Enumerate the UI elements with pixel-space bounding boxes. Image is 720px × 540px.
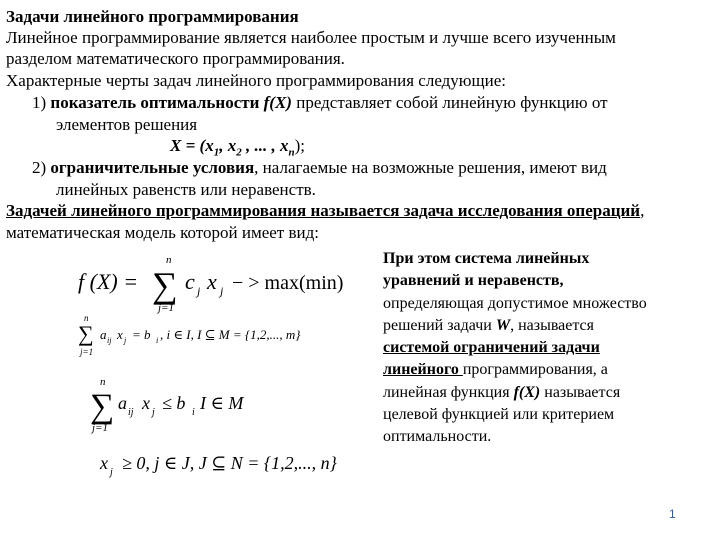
explanation-line: При этом система линейных (383, 250, 590, 267)
sub-i: i (192, 407, 195, 418)
var-x: x (117, 327, 123, 342)
sigma-icon: ∑ (152, 265, 178, 305)
sum-lower: j=1 (158, 302, 174, 314)
definition (6, 200, 644, 221)
paragraph-line: Линейное программирование является наиболее простым и лучше всего изученным (6, 28, 616, 47)
list-item-2 (32, 157, 607, 178)
sum-upper: n (100, 376, 106, 388)
explanation-line (383, 382, 713, 404)
explanation-line: целевой функцией или критерием (383, 406, 615, 424)
text-span: решений задачи (383, 316, 496, 334)
list-item-2-continued: линейных равенств или неравенств. (56, 180, 316, 199)
leq-b: ≤ b (162, 393, 186, 413)
bold-term: ограничительные условия (50, 158, 255, 177)
vector-close: ); (294, 136, 305, 155)
explanation-line (383, 315, 713, 337)
sub-ij: ij (107, 336, 112, 345)
features-intro: Характерные черты задач линейного программирования следующие: (6, 71, 506, 90)
leq-rest: I ∈ M (200, 393, 244, 413)
list-text: , налагаемые на возможные решения, имеют вид (254, 158, 607, 177)
sum-lower: j=1 (92, 422, 108, 434)
subscript: 1 (213, 146, 220, 159)
explanation-block (383, 248, 713, 449)
set-w: W (495, 316, 511, 334)
subscript: 2 (236, 146, 242, 159)
explanation-line: оптимальности. (383, 428, 492, 446)
x-component: x (205, 136, 214, 155)
definition-term: Задачей линейного программирования называется задача исследования операций (6, 201, 641, 220)
coeff-a: a (100, 327, 107, 342)
sum-upper: n (166, 254, 172, 266)
sub-j: j (152, 407, 155, 418)
var-x: x (100, 453, 108, 473)
eq-b: = b (132, 327, 151, 342)
sub-j: j (220, 284, 224, 298)
explanation-line (383, 359, 713, 381)
x-component: , ... , x (241, 136, 289, 155)
page-number: 1 (669, 507, 676, 521)
text-span: называется (540, 383, 621, 401)
sum-lower: j=1 (80, 347, 94, 357)
formula-block (70, 245, 370, 485)
objective-rhs: − > max(min) (232, 272, 344, 294)
sum-upper: n (84, 313, 89, 323)
page-title: Задачи линейного программирования (6, 7, 299, 26)
eq-rest: , i ∈ I, I ⊆ M = {1,2,..., m} (160, 327, 301, 342)
paragraph-line: разделом математического программирования. (6, 49, 345, 68)
var-x: x (142, 393, 150, 413)
list-number: 2) (32, 158, 51, 177)
text-span: линейного (383, 361, 463, 379)
function-symbol: f(X) (513, 383, 541, 401)
list-item-1-continued: элементов решения (56, 115, 198, 134)
subscript: n (288, 146, 295, 159)
x-component: , x (219, 136, 237, 155)
sub-j: j (197, 284, 201, 298)
coeff-c: c (185, 269, 195, 294)
list-text: представляет собой линейную функцию от (291, 93, 608, 112)
var-x: x (207, 269, 217, 294)
vector-name: X (170, 136, 182, 155)
explanation-line: уравнений и неравенств, (383, 272, 564, 290)
nonneg-rest: ≥ 0, j ∈ J, J ⊆ N = {1,2,..., n} (122, 453, 337, 473)
list-item-1 (32, 92, 608, 113)
coeff-a: a (118, 393, 127, 413)
text-span: , называется (510, 316, 595, 334)
sigma-icon: ∑ (78, 321, 94, 346)
comma: , (640, 201, 645, 220)
definition-continued: математическая модель которой имеет вид: (6, 223, 319, 242)
vector-eq: = ( (181, 136, 206, 155)
text-span: линейная функция (383, 383, 514, 401)
sub-i: i (156, 336, 159, 345)
sub-ij: ij (128, 407, 134, 418)
sigma-icon: ∑ (90, 388, 115, 425)
sub-j: j (110, 467, 113, 478)
text-span: программирования, а (462, 361, 608, 379)
math-formulas (70, 245, 370, 480)
bold-term: показатель оптимальности (50, 93, 264, 112)
sub-j: j (124, 336, 127, 345)
explanation-line: определяющая допустимое множество (383, 294, 647, 312)
explanation-line: системой ограничений задачи (383, 339, 600, 357)
function-symbol: f(X) (263, 93, 292, 112)
objective-lhs: f (X) = (78, 269, 139, 294)
list-number: 1) (32, 93, 51, 112)
